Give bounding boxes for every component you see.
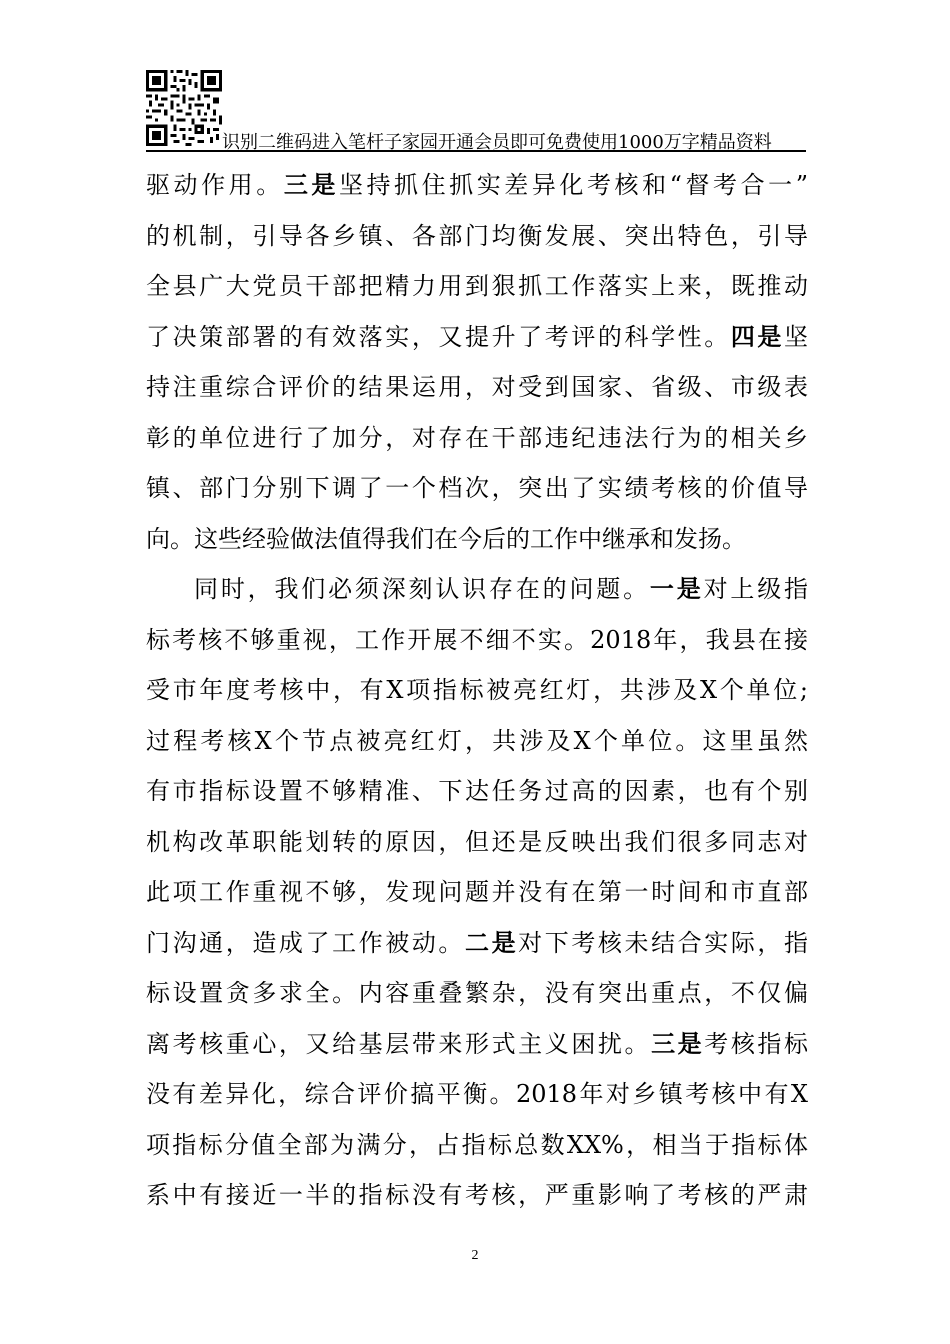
text-line [146, 160, 808, 211]
text-run: 有市指标设置不够精准、下达任务过高的因素，也有个别 [146, 777, 808, 805]
text-line [146, 716, 808, 767]
header-divider [146, 150, 806, 152]
text-run: 项指标分值全部为满分，占指标总数XX%，相当于指标体 [146, 1130, 808, 1159]
text-line [146, 514, 808, 565]
body-text [146, 160, 808, 1221]
text-run: 系中有接近一半的指标没有考核，严重影响了考核的严肃 [146, 1181, 808, 1209]
text-run: 驱动作用。 [146, 171, 284, 199]
text-line [146, 312, 808, 363]
text-line [146, 817, 808, 868]
text-line [146, 1120, 808, 1171]
text-run: 标考核不够重视，工作开展不细不实。2018年，我县在接 [146, 625, 808, 654]
text-line [146, 1019, 808, 1070]
text-line [146, 615, 808, 666]
text-run: 镇、部门分别下调了一个档次，突出了实绩考核的价值导 [146, 474, 808, 502]
bold-lead-phrase: 一是 [649, 574, 704, 603]
text-run: 坚 [784, 322, 809, 351]
page-number: 2 [471, 1248, 479, 1263]
header-banner-text: 识别二维码进入笔杆子家园开通会员即可免费使用1000万字精品资料 [222, 132, 772, 153]
text-line [146, 1069, 808, 1120]
text-run: 没有差异化，综合评价搞平衡。2018年对乡镇考核中有X [146, 1080, 808, 1108]
text-line [146, 665, 808, 716]
text-line [146, 463, 808, 514]
text-line [146, 766, 808, 817]
text-run: 同时，我们必须深刻认识存在的问题。 [194, 575, 650, 603]
text-run: 此项工作重视不够，发现问题并没有在第一时间和市直部 [146, 878, 808, 906]
text-line [146, 564, 808, 615]
bold-lead-phrase: 四是 [730, 321, 785, 351]
text-run: 持注重综合评价的结果运用，对受到国家、省级、市级表 [146, 373, 808, 401]
qr-code-icon [146, 70, 222, 146]
text-line [146, 968, 808, 1019]
text-run: 门沟通，造成了工作被动。 [146, 928, 465, 957]
text-run: 过程考核X个节点被亮红灯，共涉及X个单位。这里虽然 [146, 726, 808, 755]
text-run: 的机制，引导各乡镇、各部门均衡发展、突出特色，引导 [146, 221, 808, 250]
text-run: 对下考核未结合实际，指 [518, 928, 809, 957]
bold-lead-phrase: 三是 [651, 1028, 705, 1058]
text-line [146, 1170, 808, 1221]
text-line [146, 918, 808, 969]
text-run: 全县广大党员干部把精力用到狠抓工作落实上来，既推动 [146, 272, 808, 300]
text-run: 考核指标 [704, 1029, 809, 1058]
text-run: 离考核重心，又给基层带来形式主义困扰。 [146, 1029, 652, 1058]
text-line [146, 413, 808, 464]
bold-lead-phrase: 三是 [283, 170, 339, 199]
bold-lead-phrase: 二是 [465, 927, 519, 957]
text-line [146, 867, 808, 918]
text-run: 了决策部署的有效落实，又提升了考评的科学性。 [146, 322, 731, 351]
text-line [146, 211, 808, 262]
text-run: 向。这些经验做法值得我们在今后的工作中继承和发扬。 [146, 524, 746, 553]
text-line [146, 261, 808, 312]
text-run: 标设置贪多求全。内容重叠繁杂，没有突出重点，不仅偏 [146, 979, 808, 1007]
text-run: 受市年度考核中，有X项指标被亮红灯，共涉及X个单位; [146, 676, 808, 704]
text-run: 彰的单位进行了加分，对存在干部违纪违法行为的相关乡 [146, 423, 808, 452]
text-run: 对上级指 [703, 575, 809, 603]
text-run: 坚持抓住抓实差异化考核和“督考合一” [338, 171, 809, 199]
text-line [146, 362, 808, 413]
text-run: 机构改革职能划转的原因，但还是反映出我们很多同志对 [146, 827, 808, 856]
